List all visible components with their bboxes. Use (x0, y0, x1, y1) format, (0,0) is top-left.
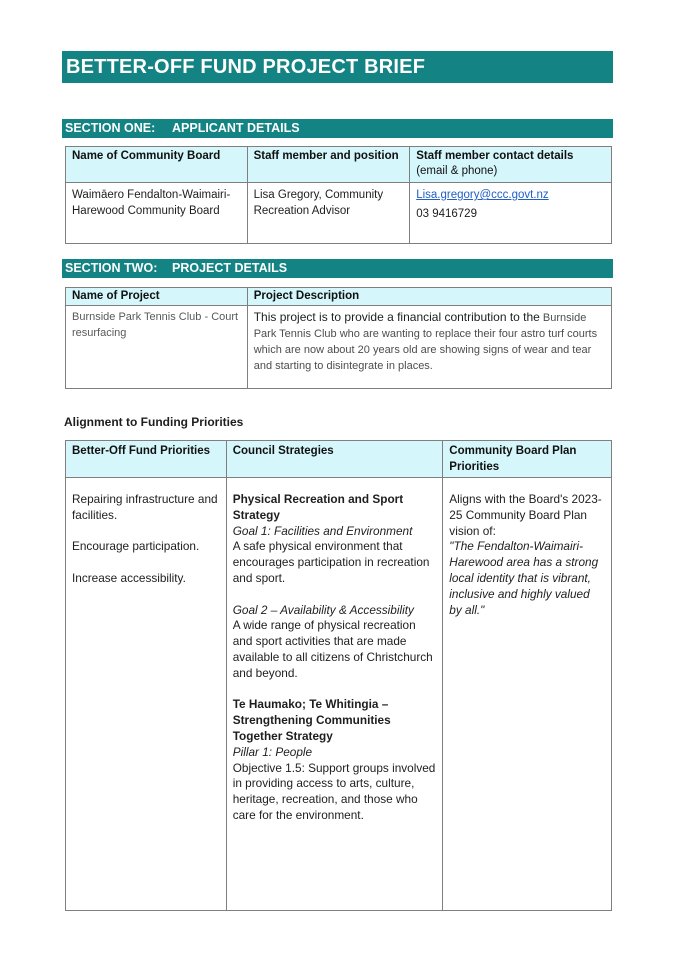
section-two-header (62, 259, 613, 278)
header-community-board: Name of Community Board (66, 147, 248, 183)
priority-item: Repairing infrastructure and facilities. (72, 492, 218, 522)
table-header-row (66, 441, 612, 478)
applicant-details-table (65, 146, 612, 244)
project-details-table (65, 287, 612, 389)
goal-text: A safe physical environment that encourages participation in recreation and sport. (232, 539, 430, 585)
header-contact-sub: (email & phone) (416, 165, 498, 177)
board-name-cell: Waimāero Fendalton-Waimairi-Harewood Community Board (66, 183, 248, 244)
description-rest: Burnside Park Tennis Club who are wanting to replace their four astro turf courts which are now about 20 years old are showing signs of wear and tear and starting to disintegrate in places. (253, 312, 598, 372)
header-board-plan-priorities: Community Board Plan Priorities (443, 441, 612, 478)
section-one-label: APPLICANT DETAILS (172, 121, 300, 135)
section-two-number: SECTION TWO: (65, 261, 158, 275)
contact-cell (410, 183, 612, 244)
section-two-label: PROJECT DETAILS (172, 261, 288, 275)
fund-priorities-cell (66, 478, 227, 911)
objective-text: Objective 1.5: Support groups involved in providing access to arts, culture, heritage, recreation, and those who care for the environment. (232, 760, 436, 822)
board-plan-cell (443, 478, 612, 911)
description-lead: This project is to provide a financial contribution to the (253, 310, 540, 324)
goal-title: Goal 2 – Availability & Accessibility (232, 602, 414, 617)
header-fund-priorities: Better-Off Fund Priorities (66, 441, 227, 478)
project-description-cell (247, 306, 611, 389)
table-row (66, 478, 612, 911)
priority-item: Encourage participation. (72, 539, 200, 554)
email-link[interactable]: Lisa.gregory@ccc.govt.nz (416, 189, 549, 201)
header-project-description: Project Description (247, 288, 611, 306)
table-row (66, 306, 612, 389)
header-council-strategies: Council Strategies (226, 441, 443, 478)
alignment-table (65, 440, 612, 911)
header-contact-details (410, 147, 612, 183)
project-name-cell: Burnside Park Tennis Club - Court resurfacing (66, 306, 248, 389)
header-contact-label: Staff member contact details (416, 150, 574, 162)
section-one-header (62, 119, 613, 138)
strategy-title: Physical Recreation and Sport Strategy (232, 492, 404, 522)
table-header-row (66, 147, 612, 183)
header-staff-member: Staff member and position (247, 147, 410, 183)
table-header-row (66, 288, 612, 306)
alignment-heading: Alignment to Funding Priorities (64, 415, 244, 429)
board-plan-intro: Aligns with the Board's 2023-25 Community Board Plan vision of: (449, 492, 602, 538)
table-row (66, 183, 612, 244)
pillar-title: Pillar 1: People (232, 744, 313, 759)
council-strategies-cell (226, 478, 443, 911)
staff-cell: Lisa Gregory, Community Recreation Advisor (247, 183, 410, 244)
phone-number: 03 9416729 (416, 208, 477, 220)
board-plan-quote: "The Fendalton-Waimairi-Harewood area has a strong local identity that is vibrant, inclusive and highly valued by all." (449, 539, 599, 617)
priority-item: Increase accessibility. (72, 570, 186, 585)
strategy-title: Te Haumako; Te Whitingia – Strengthening Communities Together Strategy (232, 697, 391, 743)
section-one-number: SECTION ONE: (65, 121, 156, 135)
page-title: BETTER-OFF FUND PROJECT BRIEF (62, 51, 613, 83)
header-project-name: Name of Project (66, 288, 248, 306)
goal-text: A wide range of physical recreation and sport activities that are made available to all citizens of Christchurch and beyond. (232, 618, 433, 680)
goal-title: Goal 1: Facilities and Environment (232, 523, 413, 538)
